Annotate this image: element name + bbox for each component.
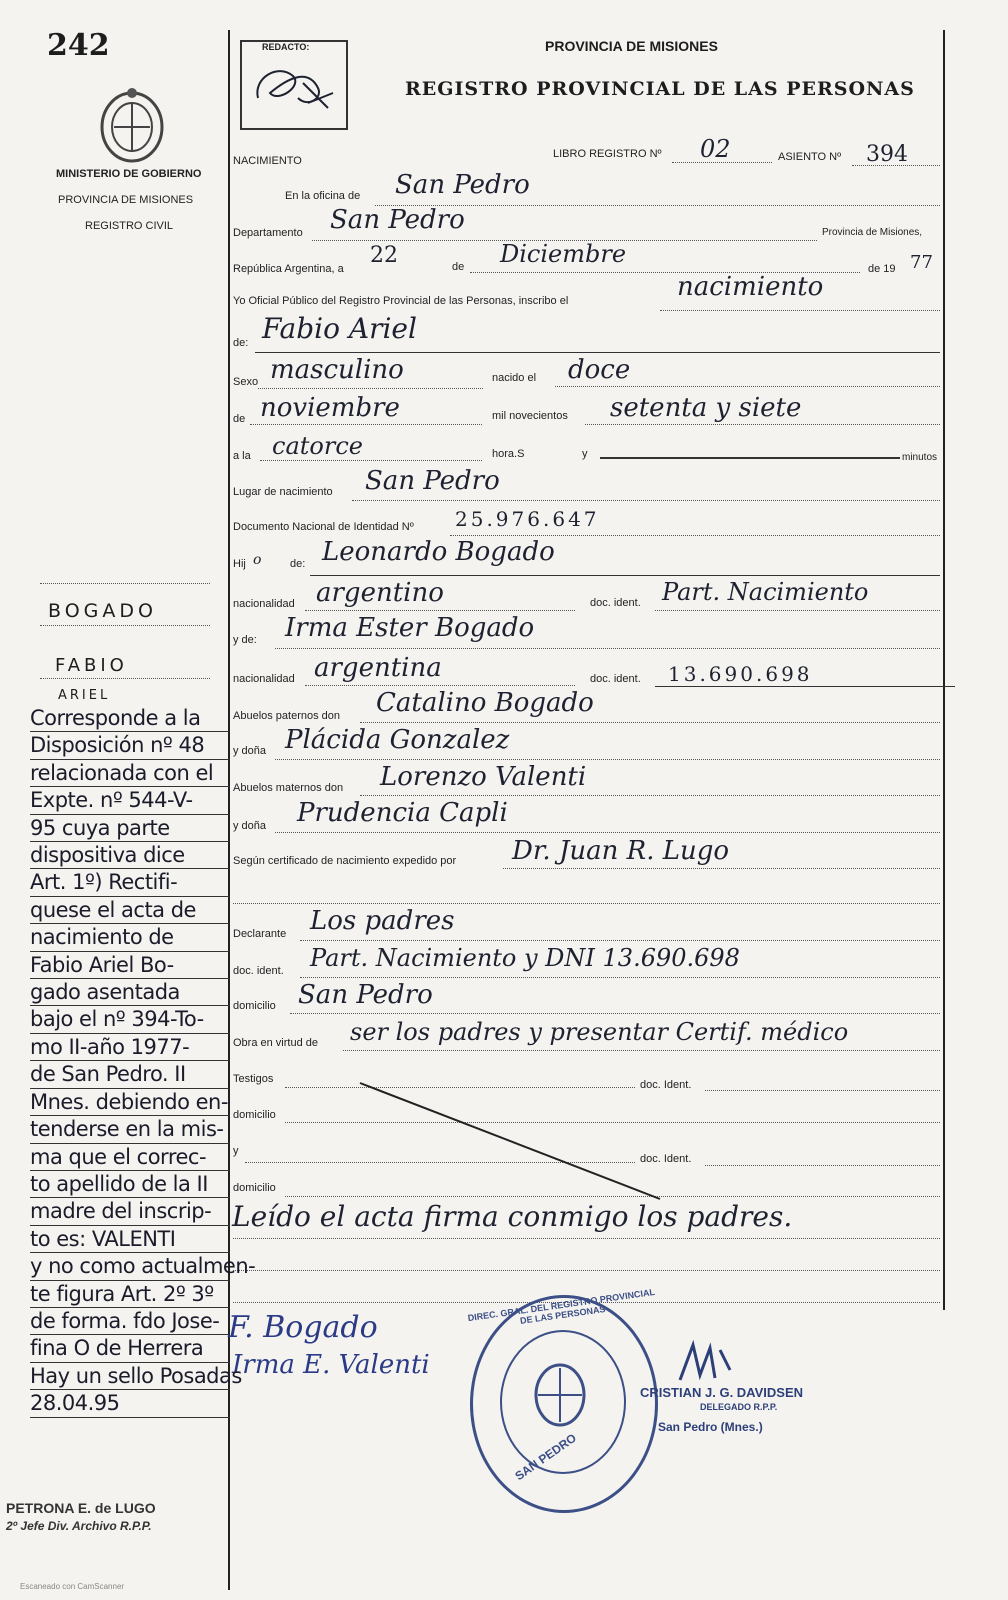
hora-line <box>260 460 482 461</box>
margin-note-line: Expte. nº 544-V- <box>30 787 230 814</box>
oficina-label: En la oficina de <box>285 190 361 202</box>
domicilio-line <box>290 1013 940 1014</box>
departamento-label: Departamento <box>233 227 303 239</box>
ydona-label-2: y doña <box>233 820 267 832</box>
nacionalidad-label-2: nacionalidad <box>233 673 295 685</box>
signature-father: F. Bogado <box>228 1310 378 1345</box>
dni-label: Documento Nacional de Identidad Nº <box>233 521 414 533</box>
margin-line-1 <box>40 583 210 584</box>
docident-label: doc. ident. <box>233 965 284 977</box>
obra-line <box>343 1050 940 1051</box>
y2-doc-line <box>705 1165 940 1166</box>
yde-label: y de: <box>233 634 257 646</box>
seal-emblem-icon <box>530 1360 590 1430</box>
margin-note-line: de San Pedro. II <box>30 1061 230 1088</box>
margin-name2: ARIEL <box>58 688 111 703</box>
province-title: PROVINCIA DE MISIONES <box>545 38 718 54</box>
anio-value: 77 <box>910 252 933 273</box>
departamento-value: San Pedro <box>330 205 465 235</box>
anio-label: de 19 <box>868 263 896 275</box>
margin-note-line: gado asentada <box>30 979 230 1006</box>
margin-note-line: madre del inscrip- <box>30 1198 230 1225</box>
redacto-label: REDACTO: <box>262 42 310 52</box>
domicilio-value: San Pedro <box>298 980 433 1010</box>
margin-note-line: fina O de Herrera <box>30 1335 230 1362</box>
oficial-label: Yo Oficial Público del Registro Provincial de las Personas, inscribo el <box>233 295 569 307</box>
abuelo-pat-value: Catalino Bogado <box>376 688 594 718</box>
nacido-line <box>555 386 940 387</box>
signature-mother: Irma E. Valenti <box>232 1350 430 1380</box>
margin-note-line: nacimiento de <box>30 924 230 951</box>
margin-note-line: Art. 1º) Rectifi- <box>30 869 230 896</box>
dia-value: 22 <box>370 243 398 268</box>
margin-note-line: bajo el nº 394-To- <box>30 1006 230 1033</box>
margin-note-line: mo II-año 1977- <box>30 1034 230 1061</box>
abuela-pat-value: Plácida Gonzalez <box>285 725 510 755</box>
declarante-line <box>300 940 940 941</box>
nacionalidad-label-1: nacionalidad <box>233 598 295 610</box>
padre-value: Leonardo Bogado <box>322 537 555 567</box>
madre-doc-value: 13.690.698 <box>668 662 813 686</box>
doc-label-2: doc. ident. <box>590 673 641 685</box>
seal-center-text: SAN PEDRO <box>512 1430 579 1484</box>
dni-line <box>450 535 940 536</box>
margin-note-line: to apellido de la II <box>30 1171 230 1198</box>
asiento-label: ASIENTO Nº <box>778 151 842 163</box>
abuela-pat-line <box>275 759 940 760</box>
sexo-line <box>258 388 483 389</box>
right-border <box>943 30 945 1310</box>
lugar-value: San Pedro <box>365 466 500 496</box>
section-label: NACIMIENTO <box>233 155 302 167</box>
seal-ring-text: DIREC. GRAL. DEL REGISTRO PROVINCIAL DE LAS PERSONAS <box>467 1286 656 1326</box>
margin-note-line: dispositiva dice <box>30 842 230 869</box>
madre-value: Irma Ester Bogado <box>285 613 535 643</box>
margin-note-line: relacionada con el <box>30 760 230 787</box>
certificado-line <box>503 868 940 869</box>
margin-note-line: 95 cuya parte <box>30 815 230 842</box>
abuelos-pat-label: Abuelos paternos don <box>233 710 341 722</box>
margin-note-line: ma que el correc- <box>30 1144 230 1171</box>
margin-note-line: Fabio Ariel Bo- <box>30 952 230 979</box>
margin-note-line: 28.04.95 <box>30 1390 230 1417</box>
abuelo-mat-line <box>360 795 940 796</box>
madre-nac-value: argentina <box>314 653 442 683</box>
declarante-doc-line <box>300 977 940 978</box>
margin-note-line: Mnes. debiendo en- <box>30 1089 230 1116</box>
inscribo-line <box>660 310 940 311</box>
padre-doc-value: Part. Nacimiento <box>662 578 869 606</box>
certificado-line-2 <box>233 903 940 904</box>
ministry-line2: PROVINCIA DE MISIONES <box>58 194 194 206</box>
abuelo-mat-value: Lorenzo Valenti <box>380 762 587 792</box>
docident2-label: doc. Ident. <box>640 1079 692 1091</box>
minutos-label: minutos <box>902 452 938 463</box>
ydona-label-1: y doña <box>233 745 267 757</box>
margin-note-line: y no como actualmen- <box>30 1253 230 1280</box>
margin-note-line: de forma. fdo Jose- <box>30 1308 230 1335</box>
margin-note-line: to es: VALENTI <box>30 1226 230 1253</box>
ministry-line3: REGISTRO CIVIL <box>85 220 174 232</box>
margin-note-line: Corresponde a la <box>30 705 230 732</box>
cancellation-stroke <box>350 1075 670 1205</box>
official-stamp-place: San Pedro (Mnes.) <box>658 1420 763 1434</box>
declarante-value: Los padres <box>310 906 455 936</box>
hijo-label: Hij <box>233 558 246 570</box>
ministry-line1: MINISTERIO DE GOBIERNO <box>56 168 202 180</box>
margin-line-3 <box>40 678 210 679</box>
padre-nac-value: argentino <box>316 578 444 608</box>
lugar-label: Lugar de nacimiento <box>233 486 333 498</box>
abuela-mat-value: Prudencia Capli <box>297 798 508 828</box>
nacido-value: doce <box>568 355 631 385</box>
inscribo-value: nacimiento <box>677 272 824 302</box>
y-label: y <box>582 448 588 460</box>
de-label: de <box>452 261 465 273</box>
margin-note-line: tenderse en la mis- <box>30 1116 230 1143</box>
provincia-suffix: Provincia de Misiones, <box>822 227 923 238</box>
declarante-label: Declarante <box>233 928 287 940</box>
domicilio-label: domicilio <box>233 1000 276 1012</box>
redacto-signature-icon <box>248 58 340 120</box>
official-stamp-title: DELEGADO R.P.P. <box>700 1402 778 1412</box>
page-number: 242 <box>47 28 110 63</box>
margin-surname: BOGADO <box>48 600 157 622</box>
margin-note-line: Hay un sello Posadas <box>30 1363 230 1390</box>
dni-value: 25.976.647 <box>455 507 600 531</box>
abuelo-pat-line <box>360 722 940 723</box>
horas-label: hora.S <box>492 448 525 460</box>
testigos-doc-line <box>705 1090 940 1091</box>
declarante-doc-value: Part. Nacimiento y DNI 13.690.698 <box>310 944 740 972</box>
nombre-value: Fabio Ariel <box>262 312 417 345</box>
obra-label: Obra en virtud de <box>233 1037 318 1049</box>
margin-stamp-title: 2º Jefe Div. Archivo R.P.P. <box>6 1519 152 1533</box>
libro-value: 02 <box>700 135 731 163</box>
nacido-label: nacido el <box>492 372 537 384</box>
padre-doc-line <box>655 610 940 611</box>
certificado-label: Según certificado de nacimiento expedido por <box>233 855 457 867</box>
y2-label: y <box>233 1145 239 1157</box>
margin-name1: FABIO <box>55 655 128 676</box>
madre-line <box>275 648 940 649</box>
abuelos-mat-label: Abuelos maternos don <box>233 782 344 794</box>
padre-nac-line <box>305 610 575 611</box>
asiento-value: 394 <box>866 142 908 167</box>
padre-line <box>310 575 940 576</box>
scanner-footer: Escaneado con CamScanner <box>20 1582 125 1591</box>
testigos-label: Testigos <box>233 1073 274 1085</box>
hijo-suffix: o <box>253 552 262 568</box>
madre-nac-line <box>305 685 575 686</box>
abuela-mat-line <box>275 832 940 833</box>
madre-doc-line <box>655 686 955 687</box>
sexo-label: Sexo <box>233 376 259 388</box>
mes-value: Diciembre <box>500 240 627 268</box>
republica-label: República Argentina, a <box>233 263 344 275</box>
closing-line-1 <box>233 1238 940 1239</box>
mil-label: mil novecientos <box>492 410 568 422</box>
official-signature-icon <box>675 1340 735 1385</box>
domicilio2-label: domicilio <box>233 1109 276 1121</box>
nombre-line <box>255 352 940 353</box>
minutos-line <box>600 457 900 459</box>
margin-note-line: quese el acta de <box>30 897 230 924</box>
margin-stamp-name: PETRONA E. de LUGO <box>6 1500 156 1516</box>
mes-nac-value: noviembre <box>260 393 400 423</box>
docident3-label: doc. Ident. <box>640 1153 692 1165</box>
doc-label-1: doc. ident. <box>590 597 641 609</box>
sexo-value: masculino <box>270 355 404 385</box>
margin-note-line: te figura Art. 2º 3º <box>30 1281 230 1308</box>
de4-label: de: <box>290 558 306 570</box>
domicilio3-label: domicilio <box>233 1182 276 1194</box>
libro-label: LIBRO REGISTRO Nº <box>553 148 662 160</box>
margin-note-line: Disposición nº 48 <box>30 732 230 759</box>
anio-nac-line <box>585 424 940 425</box>
certificado-value: Dr. Juan R. Lugo <box>512 836 730 866</box>
closing-line-2 <box>233 1270 940 1271</box>
ala-label: a la <box>233 450 251 462</box>
margin-line-2 <box>40 625 210 626</box>
closing-text: Leído el acta firma conmigo los padres. <box>232 1200 793 1233</box>
obra-value: ser los padres y presentar Certif. médico <box>350 1018 849 1046</box>
registry-title: REGISTRO PROVINCIAL DE LAS PERSONAS <box>405 78 915 100</box>
de3-label: de <box>233 413 246 425</box>
official-stamp-name: CRISTIAN J. G. DAVIDSEN <box>640 1385 804 1400</box>
lugar-line <box>352 500 940 501</box>
coat-of-arms-icon <box>92 85 172 165</box>
de2-label: de: <box>233 337 249 349</box>
mes-nac-line <box>250 424 482 425</box>
oficina-value: San Pedro <box>395 170 530 200</box>
anio-nac-value: setenta y siete <box>610 393 802 423</box>
hora-value: catorce <box>272 432 363 460</box>
